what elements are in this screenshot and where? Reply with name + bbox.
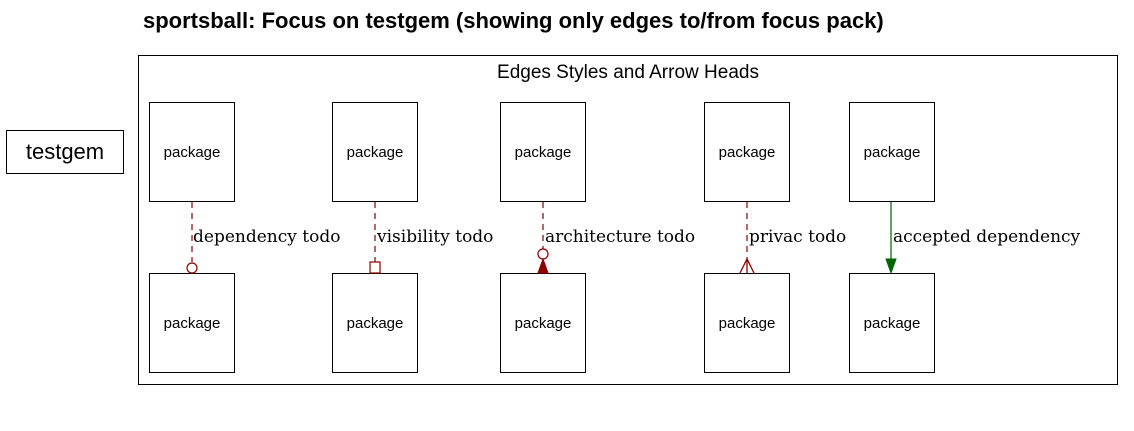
triangle-arrowhead-icon [538,259,548,273]
package-node-top-3[interactable]: package [500,102,586,202]
edge-label-architecture-todo: architecture todo [545,227,696,247]
package-node-top-2[interactable]: package [332,102,418,202]
arrowhead-icon [886,259,896,273]
circle-arrowhead-icon [187,263,197,273]
package-node-bottom-2[interactable]: package [332,273,418,373]
diagram-title: sportsball: Focus on testgem (showing only edges to/from focus pack) [143,8,884,33]
package-node-bottom-4[interactable]: package [704,273,790,373]
package-node-bottom-1[interactable]: package [149,273,235,373]
package-node-top-4[interactable]: package [704,102,790,202]
package-node-bottom-5[interactable]: package [849,273,935,373]
package-node-top-1[interactable]: package [149,102,235,202]
focus-node-testgem[interactable]: testgem [6,130,124,174]
package-node-bottom-3[interactable]: package [500,273,586,373]
edge-label-dependency-todo: dependency todo [193,227,341,247]
edge-label-privac-todo: privac todo [749,227,847,247]
edge-label-visibility-todo: visibility todo [377,227,494,247]
box-arrowhead-icon [370,262,380,273]
package-node-top-5[interactable]: package [849,102,935,202]
cluster-label: Edges Styles and Arrow Heads [497,62,759,83]
edge-label-accepted-dependency: accepted dependency [893,227,1081,247]
circle-arrowhead-icon [538,249,548,259]
